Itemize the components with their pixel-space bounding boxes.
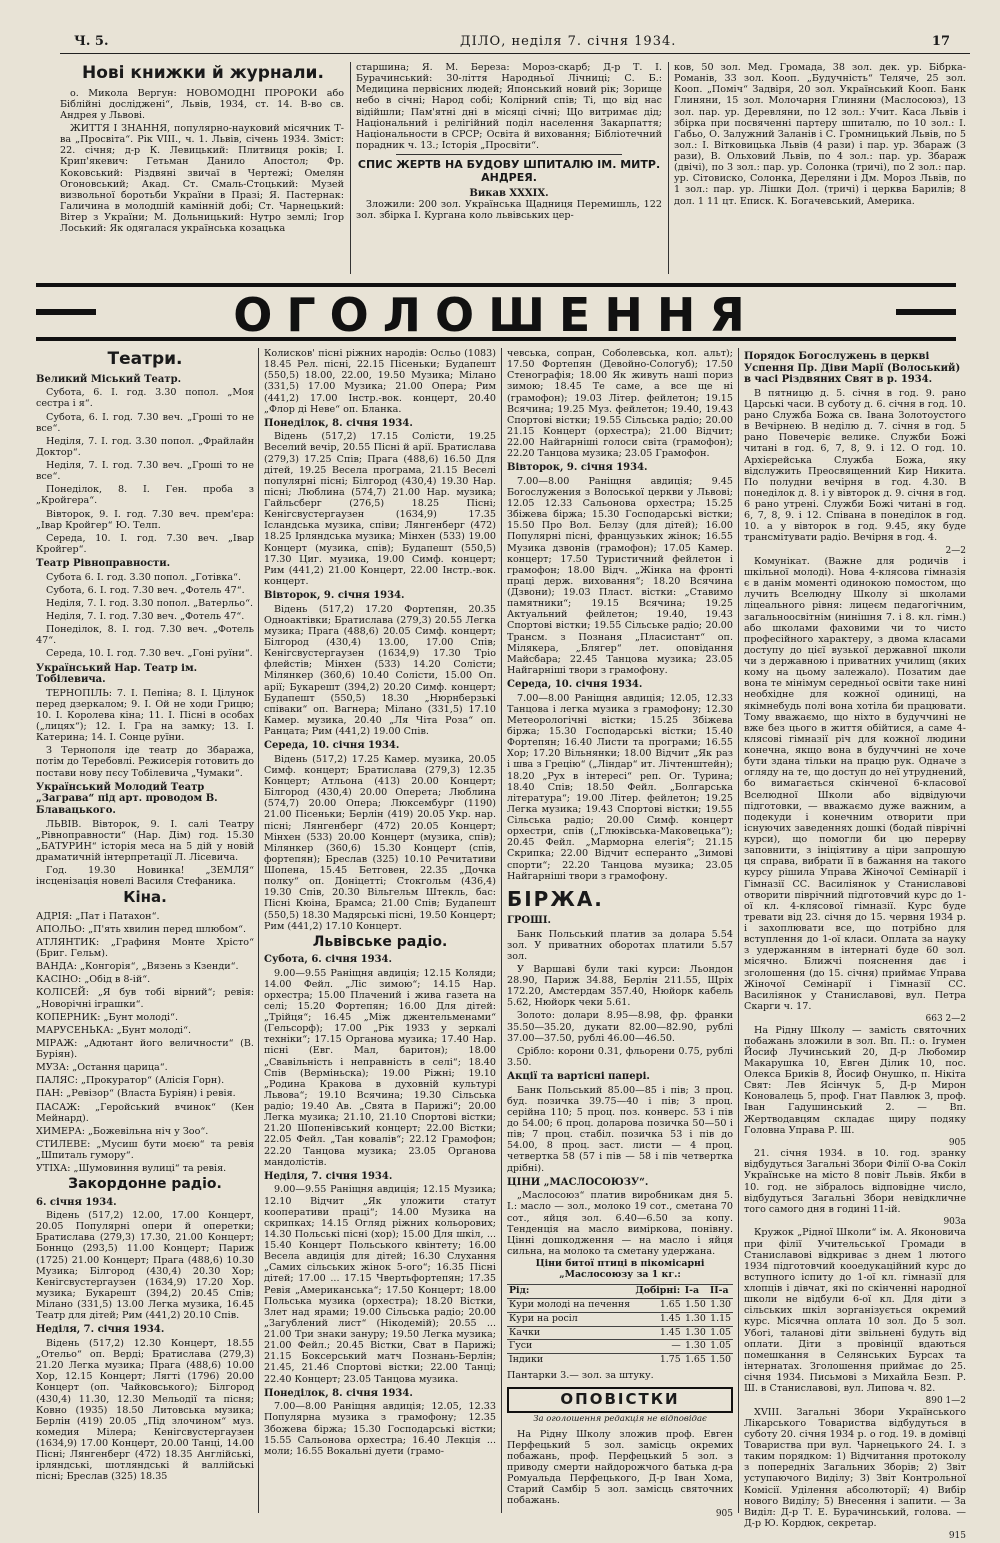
radio-intro: Колисков' пісні ріжних народів: Осльо (1083) 18.45 Рел. пісні, 22.15 Пісеньки; Будапешт (550,5) 18.00, 22.00, 19.50 Музика; Мілано (331,5) 17.00 Музика; 21.00 Опера; Рим (441,2) 17.00 Інстр.-вок. концерт, 20.40 „Флор ді Неве“ оп. Бланка. xyxy=(264,348,496,415)
theatres-title: Театри. xyxy=(107,349,183,369)
books-title: Нові книжки й журнали. xyxy=(82,63,324,83)
column-rule xyxy=(258,348,259,1513)
radio-right-intro: чевська, сопран, Соболевська, кол. альт); 17.50 Фортепян (Девойно-Сологуб); 17.50 Стенографія; 18.00 Як живуть наші пориз зимою; 18.45 Те саме, а все ще ні (грамофон); 19.03 Літер. фейлетон; 19.15 Всячина; 19.25 Муз. фейлетон; 19.40, 19.43 Спортові вістки; 19.55 Сільська радіо; 20.00 21.15 Концерт (орхестра); 21.00 Відчит; 22.00 Найгарніші голоси світа (грамофон); 22.20 Танцова музика; 23.05 Грамофон. xyxy=(507,348,733,460)
bourse-para: Золото: долари 8.95—8.98, фр. франки 35.50—35.20, дукати 82.00—82.90, рублі 37.00—37.50, рублі 46.00—46.50. xyxy=(507,1010,733,1044)
table-cell: 1.30 xyxy=(708,1298,733,1312)
theatre-line: Год. 19.30 Новинка! „ЗЕМЛЯ“ інсценізація новелі Василя Стефаника. xyxy=(36,865,254,888)
books-para-1: о. Микола Вергун: НОВОМОДНІ ПРОРОКИ або Біблійні досліджені“, Львів, 1934, ст. 14. В-во св. Андрея у Львові. xyxy=(60,87,344,121)
books-para-2: ЖИТТЯ І ЗНАННЯ, популярно-науковий місячник Т-ва „Просвіта“. Рік VIII., ч. 1. Львів, січень 1934. Зміст: 22. січня; д-р К. Левицький: Плитвиця років; І. Крип'якевич: Гетьман Данило Апостол; Фр. Коковський: Різдвяні звичаї в Чертежі; Омелян Огоновський; Акад. Ст. Смаль-Стоцький: Музей визвольної боротьби України в Празі; Я. Пастернак: Галичина в молодшій камінній добі; Ст. Чарнецький: Вітер з України; М. Дольницький: Нутро землі; Ігор Лоський: Як одягалася українська козацька xyxy=(60,123,344,235)
foreign-radio-date-1: 6. січня 1934. xyxy=(36,1196,117,1208)
circle-number: 890 1—2 xyxy=(925,1396,966,1407)
banner-title: ОГОЛОШЕННЯ xyxy=(233,288,759,342)
hospital-donors: Зложили: 200 зол. Українська Щадниця Перемишль, 122 зол. збірка І. Кургана коло львівських цер- xyxy=(356,199,662,222)
notices-column xyxy=(744,348,966,1542)
table-cell: 1.65 xyxy=(633,1298,682,1312)
xviii-text: XVIII. Загальні Збори Українського Лікарського Товариства відбудуться в суботу 20. січня 1934 р. о год. 19. в домівці Товариства при вул. Чарнецького 24. І. з таким порядком: 1) Відчитання протоколу з попередніх Загальних Зборів; 2) Звіт уступаючого Виділу; 3) Звіт Контрольної Комісії. Уділення абсолюторії; 4) Вибір нового Виділу; 5) Внесення і запити. — За Виділ: Д-р Т. Е. Бурачинський, голова. — Д-р Ю. Кордюк, секретар. xyxy=(744,1406,966,1529)
poultry-table-caption: Ціни битої птиці в пікомісарні „Маслосоюзу за 1 кг.: xyxy=(535,1258,705,1280)
theatre-line: Неділя, 7. І. год. 7.30 веч. „Фотель 47“. xyxy=(46,611,245,623)
theatre-head-4: Український Молодий Театр „Заграва“ під арт. проводом В. Блавацького. xyxy=(36,781,218,816)
kino-item: КОПЕРНИК: „Бунт молоді“. xyxy=(36,1011,179,1023)
meeting-text: 21. січня 1934. в 10. год. зранку відбудуться Загальні Збори Філії О-ва Сокіл Українське на місто 8 повіт Львів. Якби в 10. год. не зібралось відповідне число, відбудуться Загальні Збори невідкличне того самого дня в годині 11-ій. xyxy=(744,1148,966,1215)
table-cell: Качки xyxy=(507,1326,633,1340)
foreign-radio-date-2: Неділя, 7. січня 1934. xyxy=(36,1324,165,1336)
table-cell: Кури на росіл xyxy=(507,1312,633,1326)
theatre-line: Субота, 6. І. год. 7.30 веч. „Гроші то не все“. xyxy=(36,411,254,434)
hospital-title: СПИС ЖЕРТВ НА БУДОВУ ШПИТАЛЮ ІМ. МИТР. АНДРЕЯ. xyxy=(357,158,661,184)
shares-title: Акції та вартісні папері. xyxy=(507,1071,650,1083)
kino-item: СТИЛЕВЕ: „Мусиш бути моєю“ та ревія „Шпиталь гумору“. xyxy=(36,1138,254,1162)
lviv-day-head: Понеділок, 8. січня 1934. xyxy=(264,1387,413,1399)
table-header: І-а xyxy=(683,1284,708,1298)
books-continued-column xyxy=(356,62,662,277)
theatre-head-2: Театр Рівноправности. xyxy=(36,558,171,570)
kino-item: АДРІЯ: „Пат і Патахон“. xyxy=(36,910,160,922)
radio-right-day-head: Вівторок, 9. січня 1934. xyxy=(507,462,648,474)
church-title: Порядок Богослужень в церкві Успення Пр. Діви Марії (Волоський) в часі Різдвяних Свят в р. 1934. xyxy=(744,351,961,386)
church-number: 2—2 xyxy=(945,545,966,556)
theatre-line: ЛЬВІВ. Вівторок, 9. І. салі Театру „Рівноправности“ (Нар. Дім) год. 15.30 „БАТУРИН“ історія меса на 5 дій у новій драматичній інтерпретації Л. Лісевича. xyxy=(36,818,254,863)
circle-text: Кружок „Рідної Школи“ ім. А. Яконовича при філії Учительської Громади в Станиславові відкриває з днем 1 лютого 1934 підготовчий кооедукаційний курс до вступного іспиту до 1-ої кл. гімназії для хлопців і дівчат, які по скінченні народної школи не відбули 6-ої кл. Для діти з сільських шкіл зорганізується окремий курс. Місячна оплата 10 зол. До 5 зол. Убогі, таланові діти звільнені будуть від оплати. Діти з провінції вдаються помешкання в Селянських Бурсах та інтернатах. Зголошення приймає до 25. січня 1934. Письмові з Михайла Безп. Р. Ш. в Станиславові, вул. Липова ч. 82. xyxy=(744,1227,966,1395)
masthead: ДІЛО, неділя 7. січня 1934. xyxy=(460,34,677,49)
radio-day-text: Відень (517,2) 17.25 Камер. музика, 20.05 Симф. концерт; Братислава (279,3) 12.35 Концерт; Атльона (413) 20.00 Концерт; Білгород (430,4) 20.00 Оперета; Люблина (574,7) 20.00 Опера; Люксембург (1190) 21.00 Пісеньки; Берлін (419) 20.05 Укр. нар. пісні; Лянгенберг (472) 20.05 Концерт; Мінхен (533) 20.00 Концерт (музика, спів); Мілянкер (360,6) 15.30 Концерт (спів, фортепян); Бреслав (325) 10.10 Речитативи Шопена, 15.45 Бетговен, 22.35 „Дочка полку“ оп. Доніцетті; Стокгольм (436,4) 19.30 Спів, 20.30 Вільгельм Штекль, бас: Пісні Кюіна, Брамса; 21.00 Спів; Будапешт (550,5) 18.30 Мадярські пісні, 19.50 Концерт; Рим (441,2) 17.10 Концерт. xyxy=(264,753,496,932)
theatre-line: З Тернополя іде театр до Збаража, потім до Теребовлі. Режисерія готовить до постави нову пєсу Тобілевича „Чумаки“. xyxy=(36,745,254,779)
table-cell: 1.45 xyxy=(633,1312,682,1326)
column-rule xyxy=(668,62,669,274)
table-header: ІІ-а xyxy=(708,1284,733,1298)
kino-item: МАРУСЕНЬКА: „Бунт молоді“. xyxy=(36,1024,192,1036)
table-row xyxy=(507,1298,733,1312)
page-number: 17 xyxy=(931,34,950,49)
theatre-head-1: Великий Міський Театр. xyxy=(36,373,182,385)
foreign-radio-text-2: Відень (517,2) 12.30 Концерт, 18.55 „Отельо“ оп. Верді; Братислава (279,3) 21.20 Легка музика; Прага (488,6) 10.00 Хор, 12.15 Концерт; Лягті (1796) 20.00 Концерт (оп. Чайковського); Білгород (430,4) 11.30, 12.30 Мельодії та пісня; Ковно (1935) 18.50 Литовська музика; Берлін (419) 20.05 „Під злочином“ муз. комедия Мілера; Кенігсвустергаузен (1634,9) 17.00 Концерт, 20.00 Танці, 14.00 Пісні; Лянгенберг (472) 18.35 Англійські, ірляндські, шотляндські й валлійські пісні; Бреслав (325) 18.35 xyxy=(36,1337,254,1483)
table-row xyxy=(507,1340,733,1354)
radio-day-head: Понеділок, 8. січня 1934. xyxy=(264,417,413,429)
notice-number: 905 xyxy=(715,1508,733,1519)
prices-text: „Маслосоюз“ платив виробникам дня 5. І.: масло — зол., молоко 19 сот., сметана 70 сот., яйця зол. 6.40—6.50 за копу. Тенденція на масло виміркова, понівну. Цінні дошкодження — на масло і яйця сильна, на молоко та сметану удержана. xyxy=(507,1190,733,1257)
kino-item: АТЛЯНТИК: „Графиня Монте Хрісто“ (Бриг. Гельм). xyxy=(36,936,254,960)
theatre-line: Середа, 10. І. год. 7.30 веч. „Івар Кройгер“. xyxy=(36,532,254,555)
bourse-subtitle: ГРОШІ. xyxy=(507,915,551,926)
radio-right-day-text: 7.00—8.00 Раніщня авдиція; 12.05, 12.33 Танцова і легка музика з грамофону; 12.30 Метеорологічні вістки; 15.25 Збіжева біржа; 15.30 Господарські вістки; 15.40 Фортепян; 16.40 Листи та програми; 16.55 Хор; 17.20 Вільнянки; 18.00 Відчит „Як раз і шва з Грецію“ („Ліндар“ ит. Лічтенштейн); 18.20 „Рух в інтересі“ реп. Ог. Турина; 18.40 Спів; 18.50 Фейл. „Болгарська література“; 19.00 Літер. фейлетон; 19.25 Легка музика; 19.43 Спортові вістки; 19.55 Сільська радіо; 20.00 Симф. концерт орхестри, спів („Глюківська-Маковецька“); 20.45 Фейл. „Марморна елегія“; 21.15 Скрипка; 22.00 Відчит есперанто „Зимові спорти“; 22.20 Танцова музика; 23.05 Найгарніші твори з грамофону. xyxy=(507,692,733,882)
table-cell: 1.30 xyxy=(683,1326,708,1340)
books-column xyxy=(60,62,344,277)
poultry-price-table xyxy=(507,1284,733,1367)
prices-title: ЦІНИ „МАСЛОСОЮЗУ“. xyxy=(507,1176,649,1188)
table-cell: 1.75 xyxy=(633,1354,682,1367)
kino-item: ПАЛЯС: „Прокуратор“ (Алісія Горн). xyxy=(36,1075,225,1087)
table-cell: 1.30 xyxy=(683,1312,708,1326)
kino-item: МІРАЖ: „Адютант його величности“ (В. Буріян). xyxy=(36,1037,254,1061)
table-cell: 1.30 xyxy=(683,1340,708,1354)
books-continued-text: старшина; Я. М. Береза: Мороз-скарб; Д-р Т. І. Бурачинський: 30-ліття Народньої Лічниці; С. Б.: Медицина первісних людей; Японський новий рік; Зорище небо в січні; Народ собі; Колірний спів; Ті, що від нас відійшли; Пам'ятні дні в місяці січні; Що витримає дід; Національний і релігійний поділ населення Закарпаття; Національности в СРСР; Освіта й виховання; Бібліотечний порадник ч. 13.; Історія „Просвіти“. xyxy=(356,62,662,151)
column-rule xyxy=(350,62,351,274)
theatre-line: Субота, 6. І. год. 7.30 веч. „Фотель 47“. xyxy=(46,584,245,596)
radio-day-text: Відень (517,2) 17.15 Солісти, 19.25 Веселий вечір, 20.55 Пісні й арії. Братислава (279,3) 17.25 Спів; Прага (488,6) 16.50 Для дітей, 19.25 Весела програма, 21.15 Веселі популярні пісні; Білгород (430,4) 19.30 Нар. пісні; Люблина (574,7) 21.00 Нар. музика; Гайльсберг (276,5) 18.25 Пісні; Кенігсвустергаузен (1634,9) 17.35 Ісландська музика, співи; Лянгенберг (472) 18.25 Ірляндська музика; Мінхен (533) 19.00 Концерт (музика, спів); Будапешт (550,5) 17.30 Циг. музика, 19.00 Симф. концерт; Рим (441,2) 21.00 Концерт, 22.00 Інстр.-вок. концерт. xyxy=(264,431,496,587)
shares-text: Банк Польський 85.00—85 і пів; 3 проц. буд. позичка 39.75—40 і пів; 3 проц. серійна 110; 5 проц. поз. конверс. 53 і пів до 54.00; 6 проц. доларова позичка 50—50 і пів; 7 проц. стабіл. позичка 53 і пів до 54.00, 8 проц. заст. листи — 4 проц. четвертка 58 (57 і пів — 58 і пів четвертка дрібні). xyxy=(507,1084,733,1174)
radio-day-head: Вівторок, 9. січня 1934. xyxy=(264,590,405,602)
radio-right-day-head: Середа, 10. січня 1934. xyxy=(507,679,643,691)
radio-day-text: Відень (517,2) 17.20 Фортепян, 20.35 Одноактівки; Братислава (279,3) 20.55 Легка музика; Прага (488,6) 20.05 Симф. концерт; Білгород (430,4) 13.00, 17.00 Спів; Кенігсвустергаузен (1634,9) 17.30 Тріо флейстів; Мінхен (533) 14.20 Солісти; Мілянкер (360,6) 10.40 Солісти, 15.00 Оп. арії; Букарешт (394,2) 20.20 Симф. концерт; Будапешт (550,5) 18.30 „Нюрнберзькі співаки“ оп. Вагнера; Мілано (331,5) 17.10 Камер. музика, 20.40 „Ля Чіта Роза“ оп. Ранцата; Рим (441,2) 19.00 Спів. xyxy=(264,603,496,738)
kino-item: ХИМЕРА: „Божевільна ніч у Зоо“. xyxy=(36,1125,209,1137)
lviv-day-head: Субота, 6. січня 1934. xyxy=(264,954,392,966)
table-cell: 1.50 xyxy=(708,1354,733,1367)
column-rule xyxy=(501,348,502,1513)
bourse-para: Банк Польський платив за долара 5.54 зол. У приватних оборотах платили 5.57 зол. xyxy=(507,928,733,962)
lviv-day-text: 9.00—9.55 Раніщня авдиція; 12.15 Музика; 12.10 Відчит „Як уложити статут кооперативи праці“; 14.00 Музика на скрипках; 14.15 Огляд ріжних кольорових; 14.30 Польські пісні (хор); 15.00 Для шкіл, ... 15.40 Концерт Польського квінтету; 16.00 Весела авдиція для дітей; 16.30 Слухання „Самих сільських жінок 5-ого“; 16.35 Пісні дітей; 17.00 ... 17.15 Чвертьфортепян; 17.35 Ревія „Американська“; 17.50 Концерт; 18.00 Польська музика (орхестра); 18.20 Вістки, Злет над ярами; 19.00 Сільська радіо; 20.00 „Загублений лист“ (Нікодемій); 20.55 ... 21.00 Три знаки зануру; 19.50 Легка музика; 21.00 Фейл.; 20.45 Вістки, Сват в Парижі; 21.15 Боксерський матч Познань-Берлін; 21.45, 21.46 Спортові вістки; 22.00 Танці; 22.40 Концерт; 23.05 Танцова музика. xyxy=(264,1184,496,1385)
communique-number: 663 2—2 xyxy=(925,1014,966,1025)
kino-item: ПАН: „Ревізор“ (Власта Буріян) і ревія. xyxy=(36,1088,236,1100)
table-cell: 1.65 xyxy=(683,1354,708,1367)
table-row xyxy=(507,1312,733,1326)
theatre-line: Вівторок, 9. І. год. 7.30 веч. прем'єра: „Івар Кройгер“ Ю. Телп. xyxy=(36,508,254,531)
foreign-radio-title: Закордонне радіо. xyxy=(68,1176,222,1193)
table-header: Рід: xyxy=(507,1284,633,1298)
theatre-line: Субота 6. І. год. 3.30 попол. „Готівка“. xyxy=(46,571,242,583)
kino-title: Кіна. xyxy=(123,888,167,907)
kino-item: КОЛІСЕЙ: „Я був тобі вірний“; ревія: „Новорічні іграшки“. xyxy=(36,987,254,1010)
xviii-number: 915 xyxy=(948,1531,966,1542)
school-number: 905 xyxy=(948,1137,966,1148)
bourse-column xyxy=(507,348,733,1518)
table-cell: 1.05 xyxy=(708,1340,733,1354)
bourse-para: Срібло: корони 0.31, фльорени 0.75, рублі 3.50. xyxy=(507,1045,733,1068)
table-row xyxy=(507,1354,733,1367)
kino-item: КАСІНО: „Обід в 8-ій“. xyxy=(36,974,151,986)
kino-item: ВАНДА: „Конгорія“, „Вязень з Кзенди“. xyxy=(36,961,239,973)
table-cell: — xyxy=(633,1340,682,1354)
theatre-line: ТЕРНОПІЛЬ: 7. І. Пепіна; 8. І. Цілунок перед дзеркалом; 9. І. Ой не ходи Грицю; 10. І. Королева кіна; 11. І. Пісні в особах („лицях“); 12. І. Гра на замку; 13. І. Катерина; 14. І. Сонце руїни. xyxy=(36,687,254,744)
bourse-title: БІРЖА. xyxy=(507,886,604,911)
hospital-donors-continued: ков, 50 зол. Мед. Громада, 38 зол. дек. ур. Бібрка-Романів, 33 зол. Кооп. „Будучність“ Теляче, 25 зол. Кооп. „Поміч“ Задвіря, 20 зол. Український Кооп. Банк Глиняни, 15 зол. Молочарня Глиняни (Маслосоюз), 13 зол. пар. ур. Деревляни, по 12 зол.: Учит. Каса Львів і збірка при посвяченні партеру шпиталю, по 10 зол.: І. Габьо, О. Залужний Заланів і С. Громницький Львів, по 5 зол.: І. Вітковицька Львів (4 рази) і пар. ур. Збараж (3 рази), В. Ольховий Львів, по 4 зол.: пар. ур. Збараж (двічі), по 3 зол.: пар. ур. Солонка (тричі), по 2 зол.: пар. ур. Сітовиско, Солонка, Дереляни і Дм. Мороз Львів, по 1 зол.: пар. ур. Лішки Дол. (тричі) і церква Барилів; 8 дол. 1 11 цт. Епиcк. К. Богачевський, Америка. xyxy=(674,62,966,207)
theatres-column xyxy=(36,348,254,1518)
table-cell: 1.15 xyxy=(708,1312,733,1326)
section-rule xyxy=(396,154,622,155)
table-header-row xyxy=(507,1284,733,1298)
radio-column xyxy=(264,348,496,1518)
poultry-note: Пантарки 3.— зол. за штуку. xyxy=(507,1370,654,1382)
kino-item: АПОЛЬО: „П'ять хвилин перед шлюбом“. xyxy=(36,923,247,935)
hospital-subtitle: Викав XXXIX. xyxy=(469,187,549,199)
church-text: В пятницю д. 5. січня в год. 9. рано Царські часи. В суботу д. 6. січня в год. 10. рано Служба Божа св. Івана Золотоустого в Вечірнею. В неділю д. 7. січня в год. 5 рано Повечеріє велике. Служби Божі читані в год. 6, 7, 8, 9. і 12. О год. 10. Архієрейська Служба Божа, яку відслужить Преосвященний Кир Никита. По полудни вечірня в год. 4.30. В понеділок д. 8. і у вівторок д. 9. січня в год. 6 рано утрені. Служби Божі читані в год. 6, 7, 8, 9. і 12. Співана в понеділок в год. 10. а у вівторок в год. 9.45, яку буде трансмітувати радіо. Вечірня в год. 4. xyxy=(744,387,966,544)
theatre-line: Неділя, 7. І. год. 7.30 веч. „Гроші то не все“. xyxy=(36,460,254,483)
table-cell: 1.45 xyxy=(633,1326,682,1340)
announcements-banner xyxy=(36,283,956,341)
lviv-day-text: 7.00—8.00 Раніщня авдиція; 12.05, 12.33 Популярна музика з грамофону; 12.35 Збожева біржа; 15.30 Господарські вістки; 15.55 Сальонова орхестра; 16.40 Лекція ... моли; 16.55 Вокальні дуети (грамо- xyxy=(264,1401,496,1457)
school-text: На Рідну Школу — замість святочних побажань зложили в зол. Вп. П.: о. Ігумен Йосиф Лучинський 20, Д-р Любомир Макарушка 10, Евген Ділик 10, пос. Олекса Бриків 8, Йосиф Онушко, п. Нікіта Свят: Лев Ясінчук 5, Д-р Мирон Коновалець 5, проф. Гнат Павлюк 3, проф. Іван Гадушинський 2. — Вп. Жертводавцям складає щиру подяку Головна Управа Р. Ш. xyxy=(744,1024,966,1136)
foreign-radio-text-1: Відень (517,2) 12.00, 17.00 Концерт, 20.05 Популярні опери й оперетки; Братислава (279,3) 17.30, 21.00 Концерт; Боннцо (293,5) 11.00 Концерт; Париж (1725) 21.00 Концерт; Прага (488,6) 10.30 Музика; Білгород (430,4) 20.30 Хор; Кенігсвустергаузен (1634,9) 17.20 Хор. музика; Букарешт (394,2) 20.45 Спів; Мілано (331,5) 13.00 Легка музика, 16.45 Театр для дітей; Рим (441,2) 20.10 Спів. xyxy=(36,1210,254,1322)
communique-text: Комунікат. (Важне для родичів і шкільної молоді). Нова 4-клясова гімназія є в данім моменті одинокою помостом, що лучить Вселюдну Школу зі школами ліцеального рівня: лицеєм педагогічним, загальноосвітнім (нинішня 7. і 8. кл. гімн.) або школами фаховими чи то чисто професійного характеру, з двома класами доступу до цієї вузької державної школи чи з державною і приватних училищ (яких кому на цьому залежало). Позатим дае вона те мінімум середньої освіти таке нині необхідне для кожної одиниці, на якімнебудь полі вона хотіла би працювати. Тому вважаємо, що ніхто в будуччині не вже без цього в життя обійтися, а саме 4-клясові гімназії річ для кожної людини конечна, якщо вона в будуччині не хоче бути здана тільки на працю рук. Одначе з огляду на те, що доступ до неї утруднений, бо вимагається скінченої 6-класової Вселюдної Школи або відвідуючи підготовки, — вважаємо дуже важним, а подекуди і конечним отворити при існуючих заведеннях дошкі (бодай піврічні курси), що помогли би цю перерву заповнити, з ініціятиву а ціри запрошую ця справа, вибрати її в бажання на такого курсу рішила Управа Жіночої Семінарії і Гімназії СС. Василіянок у Станиславові отворити піврічний підготовчий курс до 1-ої кл. 4-клясової гімназії. Курс буде тревати від 23. січня до 15. червня 1934 р. і захоплювати все, що потрібно для вступлення до 1-ої класи. Оплата за науку з удержанням в інтернаті буде 60 зол. місячно. Ближчі пояснення дає і зголошення (до 15. січня) приймає Управа Жіночої Семінарії і Гімназії СС. Василіянок у Станиславові, вул. Петра Скарги ч. 17. xyxy=(744,555,966,1012)
kino-item: МУЗА: „Остання царица“. xyxy=(36,1062,168,1074)
theatre-line: Неділя, 7. І. год. 3.30 попол. „Ватерльо“. xyxy=(46,597,254,609)
issue-number: Ч. 5. xyxy=(74,34,109,49)
radio-right-day-text: 7.00—8.00 Раніщня авдиція; 9.45 Богослужения з Волоської церкви у Львові; 12.05 12.33 Сальонова орхестра; 15.25 Збіжева біржа; 15.30 Господарські вістки; 15.50 Про Вол. Белзу (для дітей); 16.00 Популярні пісні, французьких жінок; 16.55 Музика дзвонів (грамофон); 17.05 Камер. концерт; 17.50 Туристичний фейлетон і грамофон; 18.00 Відч. „Жінка на фронті праці держ. виховання“; 18.20 Всячина (Дзвони); 19.03 Пласт. вістки: „Ставимо памятники“; 19.15 Всячина; 19.25 Актуальний фейлетон; 19.40, 19.43 Спортові вістки; 19.55 Сільське радіо; 20.00 Трансм. з Познаня „Пласистант“ оп. Мілякера, „Блягер“ лет. оповідання Майсбара; 22.45 Танцова музика; 23.05 Найгарніші твори з грамофону. xyxy=(507,475,733,676)
table-header: Добірні: xyxy=(633,1284,682,1298)
column-rule xyxy=(738,348,739,1513)
lviv-radio-title: Львівське радіо. xyxy=(312,933,448,950)
theatre-line: Понеділок, 8. І. год. 7.30 веч. „Фотель 47“. xyxy=(36,624,254,647)
theatre-line: Середа, 10. І. год. 7.30 веч. „Гоні руїни“. xyxy=(46,648,253,660)
lviv-day-head: Неділя, 7. січня 1934. xyxy=(264,1170,393,1182)
theatre-line: Субота, 6. І. год. 3.30 попол. „Моя сестра і я“. xyxy=(36,387,254,410)
theatre-line: Неділя, 7. І. год. 3.30 попол. „Фрайлайн Доктор“. xyxy=(36,435,254,458)
theatre-head-3: Український Нар. Театр ім. Тобілевича. xyxy=(36,662,198,686)
table-row xyxy=(507,1326,733,1340)
kino-item: УТІХА: „Шумовиння вулиці“ та ревія. xyxy=(36,1163,227,1175)
notices-disclaimer: За оголошення редакція не відповідає xyxy=(533,1413,707,1424)
lviv-day-text: 9.00—9.55 Раніщня авдиція; 12.15 Коляди; 14.00 Фейл. „Ліс зимою“; 14.15 Нар. орхестра; 15.00 Плачений і жива газета на селі; 15.20 Фортепян; 16.00 Для дітей: „Трійця“; 16.45 „Між джентельменами“ (Гельсорф); 17.00 „Рік 1933 у зеркалі техніки“; 17.15 Органова музика; 17.40 Нар. пісні (Евг. Мал, баритон); 18.00 „Свавільність і неправність в селі“; 18.40 Спів (Верміньска); 19.00 Ріжні; 19.10 „Родина Кракова в духовній культурі Львова“; 19.10 Всячина; 19.30 Сільська радіо; 19.40 Ав. „Свята в Парижі“; 20.00 Легка музика; 21.10, 21.10 Спортові вістки; 21.20 Шопенівський концерт; 22.00 Вістки; 22.05 Фейл. „Тан ковалів“; 22.12 Грамофон; 22.20 Танцова музика; 23.05 Органова мандолістів. xyxy=(264,967,496,1168)
running-header xyxy=(60,34,970,54)
theatre-line: Понеділок, 8. І. Ген. проба з „Кройгера“. xyxy=(36,484,254,507)
radio-day-head: Середа, 10. січня 1934. xyxy=(264,740,400,752)
table-cell: 1.50 xyxy=(683,1298,708,1312)
table-cell: 1.05 xyxy=(708,1326,733,1340)
hospital-continued-column xyxy=(674,62,966,277)
notices-title: ОПОВІСТКИ xyxy=(507,1387,733,1412)
kino-item: ПАСАЖ: „Геройський вчинок“ (Кен Мейнард). xyxy=(36,1101,254,1124)
notices-text: На Рідну Школу зложив проф. Евген Перфецький 5 зол. замісць окремих побажань, проф. Перфецький 5 зол. з приводу смерти найдорожчого батька д-ра Ромуальда Перфецького, Д-р Іван Хома, Старий Самбір 5 зол. замісць святочних побажань. xyxy=(507,1428,733,1507)
bourse-para: У Варшаві були такі курси: Льондон 28.90, Париж 34.88, Берлін 211.55, Щріх 172.20, Амстердам 357.40, Нюйорк кабель 5.62, Нюйорк чеки 5.61. xyxy=(507,963,733,1009)
table-cell: Кури молоді на печення xyxy=(507,1298,633,1312)
meeting-number: 903а xyxy=(943,1216,966,1227)
table-cell: Індики xyxy=(507,1354,633,1367)
table-cell: Гуси xyxy=(507,1340,633,1354)
banner-rule-left xyxy=(36,309,96,315)
banner-rule-right xyxy=(896,309,956,315)
